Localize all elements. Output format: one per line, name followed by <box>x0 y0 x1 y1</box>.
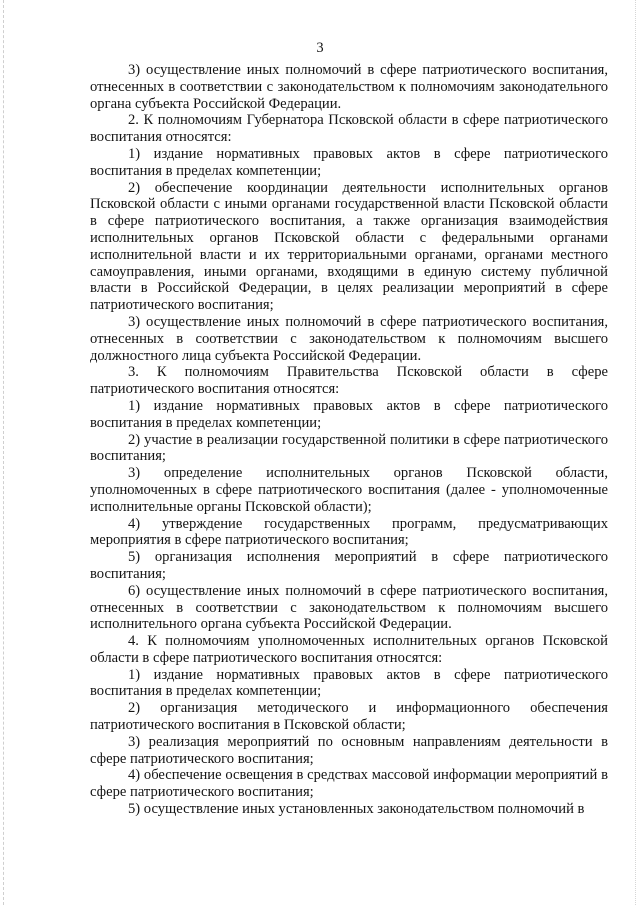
paragraph-4-1: 1) издание нормативных правовых актов в сфере патриотического воспитания в пределах компетенции; <box>90 666 608 700</box>
paragraph-3-3: 3) определение исполнительных органов Псковской области, уполномоченных в сфере патриотического воспитания (далее - уполномоченные исполнительные органы Псковской области); <box>90 465 608 515</box>
document-body <box>90 62 608 818</box>
paragraph-2-2: 2) обеспечение координации деятельности исполнительных органов Псковской области с иными органами государственной власти Псковской области в сфере патриотического воспитания, а также организация взаимодействия исполнительных органов Псковской области с федеральными органами исполнительной власти и их территориальными органами, органами местного самоуправления, иными органами, входящими в единую систему публичной власти в Российской Федерации, в целях реализации мероприятий в сфере патриотического воспитания; <box>90 179 608 314</box>
paragraph-4-3: 3) реализация мероприятий по основным направлениям деятельности в сфере патриотического воспитания; <box>90 733 608 767</box>
scan-edge-left <box>3 0 4 905</box>
paragraph-1-3: 3) осуществление иных полномочий в сфере патриотического воспитания, отнесенных в соответствии с законодательством к полномочиям законодательного органа субъекта Российской Федерации. <box>90 62 608 112</box>
section-3-heading: 3. К полномочиям Правительства Псковской области в сфере патриотического воспитания относятся: <box>90 364 608 398</box>
paragraph-2-1: 1) издание нормативных правовых актов в сфере патриотического воспитания в пределах компетенции; <box>90 145 608 179</box>
section-4-heading: 4. К полномочиям уполномоченных исполнительных органов Псковской области в сфере патриотического воспитания относятся: <box>90 633 608 666</box>
paragraph-3-5: 5) организация исполнения мероприятий в сфере патриотического воспитания; <box>90 549 608 582</box>
paragraph-2-3: 3) осуществление иных полномочий в сфере патриотического воспитания, отнесенных в соответствии с законодательством к полномочиям высшего должностного лица субъекта Российской Федерации. <box>90 313 608 364</box>
paragraph-4-2: 2) организация методического и информационного обеспечения патриотического воспитания в Псковской области; <box>90 700 608 734</box>
paragraph-4-5: 5) осуществление иных установленных законодательством полномочий в <box>128 801 585 818</box>
paragraph-3-2: 2) участие в реализации государственной политики в сфере патриотического воспитания; <box>90 431 608 465</box>
paragraph-3-4: 4) утверждение государственных программ, предусматривающих мероприятия в сфере патриотического воспитания; <box>90 515 608 549</box>
paragraph-3-6: 6) осуществление иных полномочий в сфере патриотического воспитания, отнесенных в соответствии с законодательством к полномочиям высшего исполнительного органа субъекта Российской Федерации. <box>90 582 608 633</box>
paragraph-3-1: 1) издание нормативных правовых актов в сфере патриотического воспитания в пределах компетенции; <box>90 397 608 431</box>
section-2-heading: 2. К полномочиям Губернатора Псковской области в сфере патриотического воспитания относятся: <box>90 112 608 146</box>
paragraph-4-4: 4) обеспечение освещения в средствах массовой информации мероприятий в сфере патриотического воспитания; <box>90 767 608 801</box>
page-number: 3 <box>316 40 324 56</box>
scan-edge-right <box>635 0 636 905</box>
